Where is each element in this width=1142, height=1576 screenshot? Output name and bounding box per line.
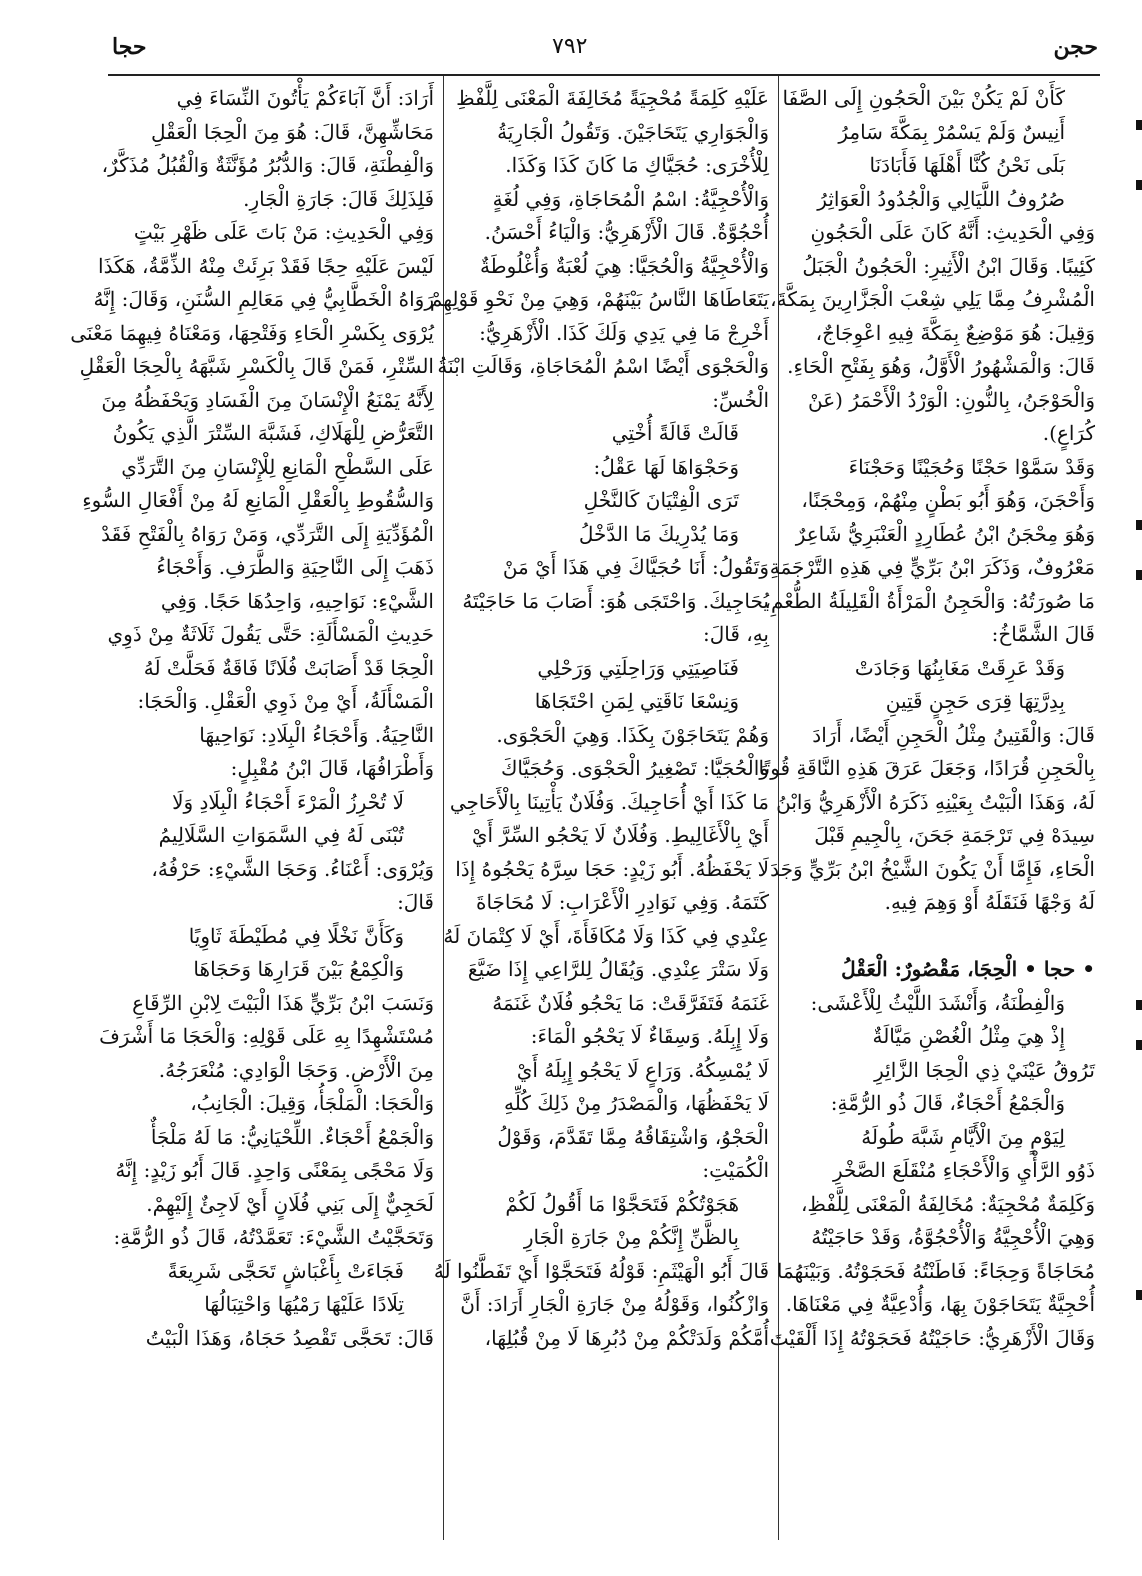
text-line: وَالْحَجْوَى أَيْضًا اسْمُ الْمُحَاجَاةِ، وَقَالَتِ ابْنَةُ: [437, 354, 769, 378]
text-line: [790, 920, 1095, 954]
text-line: تَرُوقُ عَيْنَيْ ذِي الْحِجَا الزَّائِرِ: [874, 1057, 1095, 1082]
text-line: الْحِجَا قَدْ أَصَابَتْ فُلَانًا فَاقَةٌ فَحَلَّتْ لَهُ: [143, 655, 434, 680]
text-line: وَلَا سَتْرَ عِنْدِي. وَيُقَالُ لِلرَّاعِي إِذَا ضَيَّعَ: [467, 957, 769, 981]
text-line: وَتَحَجَّيْتُ الشَّيْءَ: تَعَمَّدْتُهُ، قَالَ ذُو الرُّمَّةِ:: [113, 1225, 434, 1249]
text-line: وَتَقُولُ: أَنَا حُجَيَّاكَ فِي هَذَا أَيْ مَنْ: [502, 555, 769, 579]
text-line: مَا صُورَتُهُ: وَالْحَجِنُ الْمَرْأَةُ الْقَلِيلَةُ الطُّعْمِ،: [764, 588, 1095, 613]
text-line: وَهُوَ مِحْجَنُ ابْنُ عُطَارِدٍ الْعَنْبَرِيُّ شَاعِرٌ: [795, 521, 1095, 546]
text-line: بِالْحَجِنِ قُرَادًا، وَجَعَلَ عَرَقَ هَذِهِ النَّاقَةِ قُوتًا: [758, 756, 1095, 780]
text-line: الْمُشْرِفُ مِمَّا يَلِي شِعْبَ الْجَزَّارِينَ بِمَكَّةَ،: [770, 287, 1095, 311]
text-line: أَنِيسٌ وَلَمْ يَسْمُرْ بِمَكَّةَ سَامِرُ: [838, 119, 1065, 144]
text-line: وَالْفِطْنَةُ، وَأَنْشَدَ اللَّيْثُ لِلْأَعْشَى:: [810, 990, 1065, 1015]
text-line: السِّتْرِ، فَمَنْ قَالَ بِالْكَسْرِ شَبَّهَهُ بِالْحِجَا الْعَقْلِ: [79, 354, 434, 378]
text-line: لَحَجِيٌّ إِلَى بَنِي فُلَانٍ أَيْ لَاجِئٌ إِلَيْهِمْ.: [146, 1191, 434, 1216]
margin-mark: [1136, 520, 1142, 530]
text-line: • حجا • الْحِجَا، مَقْصُورٌ: الْعَقْلُ: [841, 957, 1095, 981]
text-line: يَتَعَاطَاهَا النَّاسُ بَيْنَهُمْ، وَهِيَ مِنْ نَحْوِ قَوْلِهِمْ: [429, 287, 769, 311]
margin-mark: [1136, 1290, 1142, 1300]
text-line: غَنَمَهُ فَتَفَرَّقَتْ: مَا يَحْجُو فُلَانٌ غَنَمَهُ: [492, 990, 769, 1015]
text-line: وَالسُّقُوطِ بِالْعَقْلِ الْمَانِعِ لَهُ مِنْ أَفْعَالِ السُّوءِ: [82, 488, 434, 512]
text-line: كَئِيبًا. وَقَالَ ابْنُ الْأَثِيرِ: الْحَجُونُ الْجَبَلُ: [802, 253, 1095, 278]
text-line: لَيْسَ عَلَيْهِ حِجًا فَقَدْ بَرِئَتْ مِنْهُ الذِّمَّةُ، هَكَذَا: [98, 253, 434, 278]
text-line: يُرْوَى بِكَسْرِ الْحَاءِ وَفَتْحِهَا، وَمَعْنَاهُ فِيهِمَا مَعْنَى: [70, 320, 434, 345]
text-line: لَهُ، وَهَذَا الْبَيْتُ بِعَيْنِهِ ذَكَرَهُ الْأَزْهَرِيُّ وَابْنُ: [776, 789, 1095, 814]
text-line: عِنْدِي فِي كَذَا وَلَا مُكَافَأَةَ، أَيْ لَا كِتْمَانَ لَهُ: [443, 923, 769, 948]
text-line: لِلْأُخْرَى: حُجَيَّاكِ مَا كَانَ كَذَا وَكَذَا.: [505, 153, 769, 177]
text-line: قَالَ أَبُو الْهَيْثَمِ: قَوْلُهُ فَتَحَجَّوْا أَيْ تَفَطَّنُوا لَهُ: [433, 1258, 769, 1283]
text-line: عَلَى السَّطْحِ الْمَانِعِ لِلْإِنْسَانِ مِنَ التَّرَدِّي: [121, 454, 434, 479]
text-line: وَالْحَجَا: الْمَلْجَأُ، وَقِيلَ: الْجَانِبُ،: [190, 1091, 434, 1115]
text-line: أُحْجُوَّةٌ. قَالَ الْأَزْهَرِيُّ: وَالْيَاءُ أَحْسَنُ.: [484, 220, 769, 244]
text-line: التَّعَرُّضِ لِلْهَلَاكِ، فَشَبَّهَ السِّتْرَ الَّذِي يَكُونُ: [112, 421, 434, 445]
text-line: فَنَاصِيَتِي وَرَاحِلَتِي وَرَحْلِي: [537, 655, 739, 680]
text-line: وَالْجَوَارِي يَتَحَاجَيْنَ. وَتَقُولُ الْجَارِيَةُ: [497, 119, 769, 144]
page-number: ٧٩٢: [552, 34, 588, 59]
text-line: وَالْجَمْعُ أَحْجَاءٌ. اللِّحْيَانِيُّ: مَا لَهُ مَلْجَأٌ: [150, 1124, 434, 1149]
text-line: مُسْتَشْهِدًا بِهِ عَلَى قَوْلِهِ: وَالْحَجَا مَا أَشْرَفَ: [99, 1024, 434, 1048]
text-column-right: [758, 82, 1095, 1532]
text-line: سِيدَهْ فِي تَرْجَمَةِ جَحَنَ، بِالْجِيمِ قَبْلَ: [814, 823, 1095, 847]
margin-mark: [1136, 1000, 1142, 1010]
text-line: وَهُمْ يَتَحَاجَوْنَ بِكَذَا. وَهِيَ الْحَجْوَى.: [496, 722, 769, 747]
text-line: قَالَ: وَالْقَتِينُ مِثْلُ الْحَجِنِ أَيْضًا، أَرَادَ: [812, 722, 1095, 747]
text-line: النَّاحِيَةُ. وَأَحْجَاءُ الْبِلَادِ: نَوَاحِيهَا: [199, 722, 434, 747]
text-line: لِأَنَّهُ يَمْنَعُ الْإِنْسَانَ مِنَ الْفَسَادِ وَيَحْفَظُهُ مِنَ: [101, 387, 434, 412]
text-line: بِهِ، قَالَ:: [702, 622, 769, 646]
text-line: عَلَيْهِ كَلِمَةً مُحْجِيَةً مُخَالِفَةَ الْمَعْنَى لِلَّفْظِ: [456, 86, 769, 110]
text-line: تِلَادًا عَلَيْهَا رَمْيُهَا وَاحْتِبَالُهَا: [204, 1292, 404, 1316]
margin-mark: [1136, 180, 1142, 190]
text-line: وَالْأُحْجِيَّةُ: اسْمُ الْمُحَاجَاةِ، وَفِي لُغَةٍ: [492, 186, 769, 211]
text-line: أَخْرِجْ مَا فِي يَدِي وَلَكَ كَذَا. الْأَزْهَرِيُّ:: [479, 320, 769, 345]
text-line: قَالَ: وَالْمَشْهُورُ الْأَوَّلُ، وَهُوَ بِفَتْحِ الْحَاءِ.: [787, 354, 1095, 378]
text-line: إِذْ هِيَ مِثْلُ الْغُصْنِ مَيَّالَةٌ: [872, 1024, 1065, 1048]
text-line: لَا يَحْفَظُهُ. أَبُو زَيْدٍ: حَجَا سِرَّهُ يَحْجُوهُ إِذَا: [455, 856, 769, 881]
text-line: وَنِسْعَا نَاقَتِي لِمَنِ احْتَجَاهَا: [534, 689, 739, 713]
text-line: وَكَلِمَةٌ مُحْجِيَةٌ: مُخَالِفَةُ الْمَعْنَى لِلَّفْظِ،: [800, 1191, 1095, 1216]
text-line: كُرَاعٍ).: [1042, 421, 1095, 445]
text-line: مَا كَذَا أَيْ أُحَاجِيكَ. وَفُلَانٌ يَأْتِينَا بِالْأَحَاجِي: [449, 789, 769, 814]
margin-mark: [1136, 120, 1142, 130]
text-line: بِدِرَّتِهَا قِرَى حَجِنٍ قَتِينِ: [885, 689, 1065, 713]
text-line: ذَهَبَ إِلَى النَّاحِيَةِ وَالطَّرَفِ. وَأَحْجَاءُ: [156, 555, 434, 579]
text-line: وَكَأَنَّ نَخْلًا فِي مُطَيْطَةَ ثَاوِيًا: [188, 923, 404, 948]
text-line: وَالْأُحْجِيَّةُ وَالْحُجَيَّا: هِيَ لُعْبَةٌ وَأُغْلُوطَةٌ: [479, 253, 769, 278]
text-line: وَالْحُجَيَّا: تَصْغِيرُ الْحَجْوَى. وَحُجَيَّاكَ: [500, 756, 769, 780]
text-line: وَهِيَ الْأُحْجِيَّةُ وَالْأُحْجُوَّةُ، وَقَدْ حَاجَيْتُهُ: [811, 1225, 1095, 1249]
text-line: مُحَاجَاةً وَحِجَاءً: فَاطَنْتُهُ فَحَجَوْتُهُ. وَبَيْنَهُمَا: [776, 1258, 1095, 1283]
text-line: وَأَحْجَنَ، وَهُوَ أَبُو بَطْنٍ مِنْهُمْ، وَمِحْجَنًا،: [801, 488, 1095, 512]
text-line: يُحَاجِيكَ. وَاحْتَجَى هُوَ: أَصَابَ مَا حَاجَيْتَهُ: [462, 588, 769, 613]
text-line: لِيَوْمٍ مِنَ الْأَيَّامِ شَبَّهَ طُولَهُ: [861, 1124, 1065, 1149]
text-line: مِنَ الْأَرْضِ. وَحَجَا الْوَادِي: مُنْعَرَجُهُ.: [158, 1057, 434, 1082]
text-line: مَحَاشِّهِنَّ، قَالَ: هُوَ مِنَ الْحِجَا الْعَقْلِ: [150, 119, 434, 144]
text-line: الْحَجْوُ، وَاشْتِقَاقُهُ مِمَّا تَقَدَّمَ، وَقَوْلُ: [497, 1124, 769, 1149]
text-line: وَازْكُنُوا، وَقَوْلُهُ مِنْ جَارَةِ الْجَارِ أَرَادَ: أَنَّ: [460, 1292, 769, 1316]
text-line: حَدِيثِ الْمَسْأَلَةِ: حَتَّى يَقُولَ ثَلَاثَةٌ مِنْ ذَوِي: [107, 622, 434, 646]
text-line: وَالْفِطْنَةِ، قَالَ: وَالدُّبُرُ مُؤَنَّثَةٌ وَالْقُبُلُ مُذَكَّرٌ،: [101, 153, 434, 177]
text-line: وَقَدْ عَرِقَتْ مَغَابِنُهَا وَجَادَتْ: [854, 655, 1065, 680]
text-line: كَتَمَهُ. وَفِي نَوَادِرِ الْأَعْرَابِ: لَا مُحَاجَاةَ: [475, 890, 769, 914]
text-line: وَلَا إِبِلَهُ. وَسِقَاءٌ لَا يَحْجُو الْمَاءَ:: [530, 1024, 769, 1048]
page-header: [0, 34, 1142, 70]
text-line: بَلَى نَحْنُ كُنَّا أَهْلَهَا فَأَبَادَنَا: [869, 153, 1065, 177]
text-line: وَنَسَبَ ابْنُ بَرِّيٍّ هَذَا الْبَيْتَ لِابْنِ الرِّقَاعِ: [132, 990, 434, 1015]
text-line: الْكُمَيْتِ:: [702, 1158, 769, 1182]
header-root-word-right: حجن: [1053, 34, 1098, 60]
margin-mark: [1136, 1040, 1142, 1050]
text-line: وَأَطْرَافُهَا، قَالَ ابْنُ مُقْبِلٍ:: [230, 756, 434, 780]
text-line: وَيُرْوَى: أَعْنَاءُ. وَحَجَا الشَّيْءِ: حَرْفُهُ،: [151, 856, 434, 881]
text-line: صُرُوفُ اللَّيَالِي وَالْجُدُودُ الْعَوَاثِرُ: [817, 186, 1065, 211]
text-line: فَلِذَلِكَ قَالَ: جَارَةِ الْجَارِ.: [243, 186, 434, 211]
text-line: وَقِيلَ: هُوَ مَوْضِعٌ بِمَكَّةَ فِيهِ اعْوِجَاجٌ،: [815, 320, 1095, 345]
header-root-word-left: حجا: [112, 34, 147, 60]
text-line: قَالَ الشَّمَّاخُ:: [991, 622, 1095, 646]
text-line: قَالَ:: [397, 890, 434, 914]
text-line: تُبْنَى لَهُ فِي السَّمَوَاتِ السَّلَالِيمُ: [158, 823, 404, 847]
text-line: أُمَّكُمْ وَلَدَتْكُمْ مِنْ دُبُرِهَا لَا مِنْ قُبُلِهَا،: [484, 1325, 769, 1350]
text-line: الْحَاءِ، فَإِمَّا أَنْ يَكُونَ الشَّيْخُ ابْنُ بَرِّيٍّ وَجَدَ: [770, 856, 1095, 881]
text-line: تَرَى الْفِتْيَانَ كَالنَّخْلِ: [583, 488, 739, 512]
text-line: مَعْرُوفٌ، وَذَكَرَ ابْنُ بَرِّيٍّ فِي هَذِهِ التَّرْجَمَةِ: [769, 555, 1095, 579]
text-line: وَالْحَوْجَنُ، بِالنُّونِ: الْوَرْدُ الْأَحْمَرُ (عَنْ: [807, 387, 1095, 412]
text-line: وَفِي الْحَدِيثِ: مَنْ بَاتَ عَلَى ظَهْرِ بَيْتٍ: [133, 220, 434, 244]
text-line: الْخُسِّ:: [712, 387, 769, 412]
text-line: الْمَسْأَلَةُ، أَيْ مِنْ ذَوِي الْعَقْلِ. وَالْحَجَا:: [137, 689, 434, 713]
text-line: وَحَجْوَاهَا لَهَا عَقْلُ:: [593, 454, 739, 479]
text-line: الْمُؤَدِّيَةِ إِلَى التَّرَدِّي، وَمَنْ رَوَاهُ بِالْفَتْحِ فَقَدْ: [101, 521, 434, 546]
text-line: قَالَتْ قَالَةً أُخْتِي: [611, 421, 739, 445]
text-line: وَقَدْ سَمَّوْا حَجْنًا وَحُجَيْنًا وَحَجْنَاءَ: [848, 454, 1095, 479]
text-line: أُحْجِيَّةٌ يَتَحَاجَوْنَ بِهَا، وَأُدْعِيَّةٌ فِي مَعْنَاهَا.: [785, 1292, 1095, 1316]
text-line: وَقَالَ الْأَزْهَرِيُّ: حَاجَيْتُهُ فَحَجَوْتُهُ إِذَا أَلْقَيْتَ: [769, 1325, 1095, 1350]
margin-mark: [1136, 570, 1142, 580]
text-line: لَا تُحْرِزُ الْمَرْءَ أَحْجَاءُ الْبِلَادِ وَلَا: [172, 789, 404, 814]
text-line: كَأَنْ لَمْ يَكُنْ بَيْنَ الْحَجُونِ إِلَى الصَّفَا: [782, 86, 1065, 110]
header-rule: [108, 74, 1100, 76]
text-line: ذَوُو الرَّأْيِ وَالْأَحْجَاءِ مُنْقَلَعَ الصَّخْرِ: [832, 1158, 1095, 1182]
text-column-middle: [429, 82, 769, 1532]
text-line: وَفِي الْحَدِيثِ: أَنَّهُ كَانَ عَلَى الْحَجُونِ: [810, 220, 1095, 244]
text-line: لَا يَحْفَظُهَا، وَالْمَصْدَرُ مِنْ ذَلِكَ كُلِّهِ: [504, 1091, 769, 1115]
text-line: وَالْكِمْعُ بَيْنَ قَرَارِهَا وَحَجَاهَا: [193, 957, 404, 981]
text-line: لَا يُمْسِكُهُ. وَرَاعٍ لَا يَحْجُو إِبِلَهُ أَيْ: [516, 1057, 769, 1082]
text-line: بِالظَّنِّ إِنَّكُمْ مِنْ جَارَةِ الْجَارِ: [523, 1225, 739, 1249]
text-column-left: [70, 82, 434, 1532]
text-line: وَلَا مَحْجًى بِمَعْنًى وَاحِدٍ. قَالَ أَبُو زَيْدٍ: إِنَّهُ: [115, 1158, 434, 1182]
text-line: وَالْجَمْعُ أَحْجَاءٌ، قَالَ ذُو الرُّمَّةِ:: [830, 1091, 1065, 1115]
text-line: أَيْ بِالْأَغَالِيطِ. وَفُلَانٌ لَا يَحْجُو السِّرَّ أَيْ: [471, 823, 769, 847]
text-line: لَهُ وَجْهًا فَنَقَلَهُ أَوْ وَهِمَ فِيهِ.: [884, 890, 1095, 914]
text-line: الشَّيْءِ: نَوَاحِيهِ، وَاحِدُهَا حَجًا. وَفِي: [160, 588, 434, 613]
text-line: فَجَاءَتْ بِأَغْبَاشٍ تَحَجَّى شَرِيعَةً: [167, 1258, 404, 1283]
text-line: وَمَا يُدْرِيكَ مَا الدَّخْلُ: [578, 521, 739, 546]
text-line: أَرَادَ: أَنَّ آبَاءَكُمْ يَأْتُونَ النِّسَاءَ فِي: [176, 86, 434, 110]
text-line: هَجَوْتُكُمْ فَتَحَجَّوْا مَا أَقُولُ لَكُمْ: [505, 1191, 739, 1216]
text-line: رَوَاهُ الْخَطَّابِيُّ فِي مَعَالِمِ السُّنَنِ، وَقَالَ: إِنَّهُ: [93, 287, 434, 311]
text-line: قَالَ: تَحَجَّى تَقْصِدُ حَجَاهُ، وَهَذَا الْبَيْتُ: [145, 1325, 434, 1350]
